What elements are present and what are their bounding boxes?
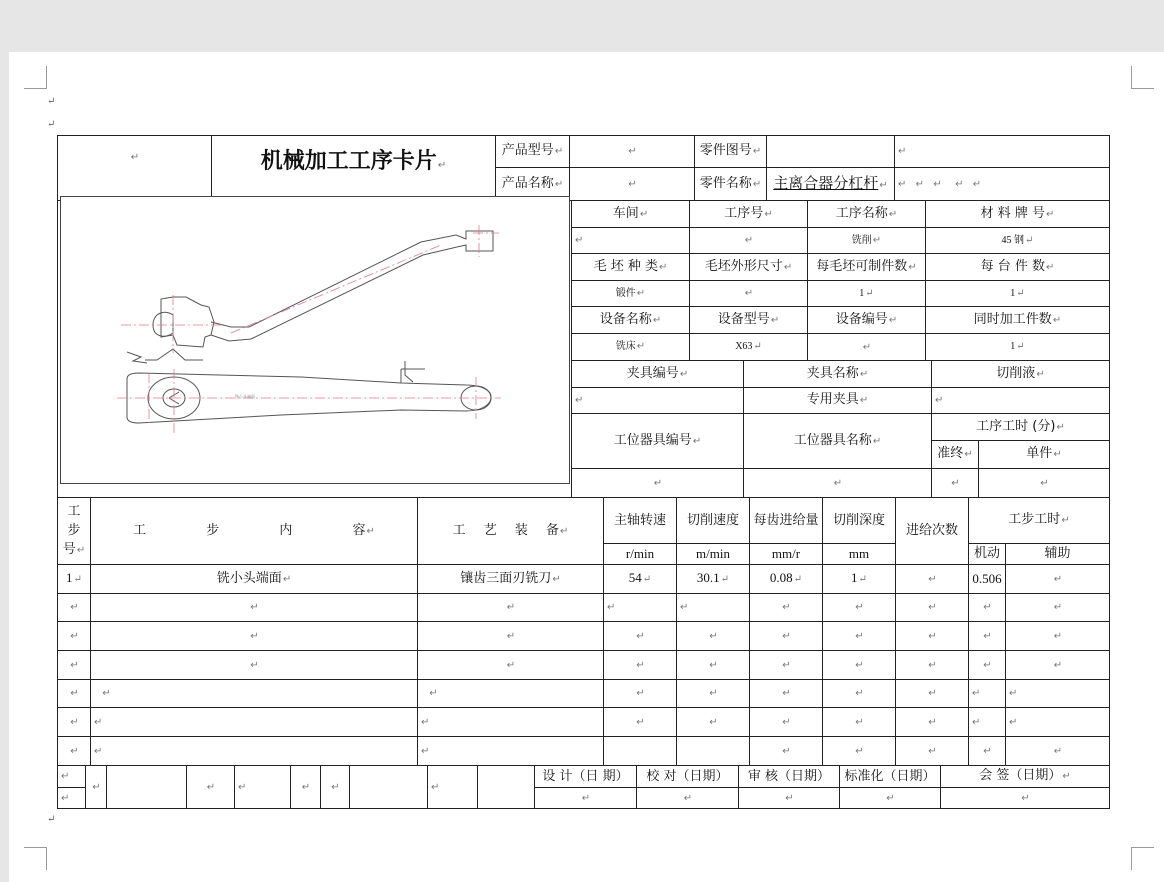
blank-size-label: 毛坯外形尺寸↵ [690, 254, 808, 281]
header-extra-1[interactable]: ↵ [895, 136, 1110, 168]
cut-speed-cell[interactable]: ↵ [677, 622, 750, 651]
margin-corner-bottom-left [24, 847, 47, 870]
feed-cell[interactable]: ↵ [750, 594, 823, 622]
depth-unit: mm [823, 544, 896, 565]
workshop-label: 车间↵ [572, 201, 690, 228]
sign-label: 会 签（日期）↵ [941, 766, 1110, 788]
part-drawing [60, 196, 570, 484]
step-equipment-cell[interactable]: ↵ [418, 651, 604, 680]
aux-time-cell[interactable]: ↵ [1006, 737, 1110, 766]
step-content-cell[interactable]: ↵ [91, 594, 418, 622]
passes-cell[interactable]: ↵ [896, 565, 969, 594]
step-no-cell[interactable]: ↵ [58, 594, 91, 622]
paragraph-mark: ↵ [47, 814, 56, 825]
fixture-no-value[interactable]: ↵ [572, 388, 744, 414]
step-content-header: 工 步 内 容↵ [91, 498, 418, 565]
passes-cell[interactable]: ↵ [896, 622, 969, 651]
passes-cell[interactable]: ↵ [896, 651, 969, 680]
op-name-value[interactable]: 铣削↵ [808, 228, 926, 254]
per-unit-label: 每 台 件 数↵ [926, 254, 1110, 281]
step-content-cell[interactable]: ↵ [91, 622, 418, 651]
header-extra-2[interactable]: ↵ ↵ ↵ ↵ ↵ [895, 168, 1110, 201]
equip-no-label: 设备编号↵ [808, 307, 926, 334]
spindle-speed-unit: r/min [604, 544, 677, 565]
step-no-cell[interactable]: 1↵ [58, 565, 91, 594]
cut-speed-unit: m/min [677, 544, 750, 565]
machine-time-cell[interactable]: 0.506 [969, 565, 1006, 594]
sign-value[interactable]: ↵ [941, 788, 1110, 809]
feed-cell[interactable]: 0.08↵ [750, 565, 823, 594]
spindle-speed-header: 主轴转速 [604, 498, 677, 544]
signoff-cell[interactable]: ↵ [428, 766, 478, 809]
steps-table [57, 497, 1110, 766]
depth-cell[interactable]: 1↵ [823, 565, 896, 594]
aux-time-cell[interactable]: ↵ [1006, 651, 1110, 680]
prep-label: 准终↵ [932, 441, 979, 469]
signoff-cell[interactable]: ↵ [86, 766, 107, 809]
machine-time-cell[interactable]: ↵ [969, 622, 1006, 651]
signoff-cell[interactable]: ↵ [291, 766, 321, 809]
step-content-cell[interactable]: 铣小头端面↵ [91, 565, 418, 594]
equip-name-value[interactable]: 铣床↵ [572, 334, 690, 361]
passes-header: 进给次数 [896, 498, 969, 565]
step-time-header: 工步工时↵ [969, 498, 1110, 544]
workshop-value[interactable]: ↵ [572, 228, 690, 254]
card-title: 机械加工工序卡片 [260, 148, 437, 174]
margin-corner-bottom-right [1131, 847, 1154, 870]
feed-cell[interactable]: ↵ [750, 651, 823, 680]
design-label: 设 计（日 期） [535, 766, 637, 788]
step-equipment-header: 工 艺 装 备↵ [418, 498, 604, 565]
review-label: 审 核（日期） [739, 766, 840, 788]
unit-value[interactable]: ↵ [979, 469, 1110, 498]
blank-type-value[interactable]: 锻件↵ [572, 281, 690, 307]
per-blank-label: 每毛坯可制件数↵ [808, 254, 926, 281]
cut-speed-cell[interactable]: ↵ [677, 708, 750, 737]
table-row [58, 737, 1110, 766]
aux-time-cell[interactable]: ↵ [1006, 594, 1110, 622]
cut-depth-header: 切削深度 [823, 498, 896, 544]
prep-value[interactable]: ↵ [932, 469, 979, 498]
blank-size-value[interactable]: ↵ [690, 281, 808, 307]
card-title-cell: 机械加工工序卡片↵ [212, 136, 496, 201]
product-model-label: 产品型号↵ [496, 136, 570, 168]
header-table [57, 135, 1110, 201]
depth-cell[interactable]: ↵ [823, 651, 896, 680]
machine-time-cell[interactable]: ↵ [969, 680, 1006, 708]
aux-time-cell[interactable]: ↵ [1006, 565, 1110, 594]
feed-cell[interactable]: ↵ [750, 708, 823, 737]
paragraph-mark: ↵ [47, 96, 56, 107]
simul-value[interactable]: 1↵ [926, 334, 1110, 361]
part-drawing-label: 零件图号↵ [695, 136, 767, 168]
depth-cell[interactable]: ↵ [823, 680, 896, 708]
paragraph-mark: ↵ [47, 119, 56, 130]
aux-time-cell[interactable]: ↵ [1006, 708, 1110, 737]
equip-model-value[interactable]: X63↵ [690, 334, 808, 361]
material-label: 材 料 牌 号↵ [926, 201, 1110, 228]
step-equipment-cell[interactable]: ↵ [418, 622, 604, 651]
station-name-label: 工位器具名称↵ [744, 414, 932, 469]
step-content-cell[interactable]: ↵ [91, 737, 418, 766]
check-label: 校 对（日期） [637, 766, 739, 788]
aux-time-cell[interactable]: ↵ [1006, 622, 1110, 651]
fixture-no-label: 夹具编号↵ [572, 361, 744, 388]
cut-speed-cell[interactable]: ↵ [677, 651, 750, 680]
machine-time-cell[interactable]: ↵ [969, 594, 1006, 622]
station-no-label: 工位器具编号↵ [572, 414, 744, 469]
coolant-value[interactable]: ↵ [932, 388, 1110, 414]
lever-drawing-svg [61, 197, 569, 483]
step-no-cell[interactable]: ↵ [58, 622, 91, 651]
simul-label: 同时加工件数↵ [926, 307, 1110, 334]
step-no-header: 工 步 号↵ [58, 498, 91, 565]
station-name-value[interactable]: ↵ [744, 469, 932, 498]
standard-label: 标准化（日期） [840, 766, 941, 788]
check-value[interactable]: ↵ [637, 788, 739, 809]
table-row [58, 622, 1110, 651]
logo-cell: ↵ [58, 136, 212, 201]
margin-corner-top-right [1131, 66, 1154, 89]
product-name-label: 产品名称↵ [496, 168, 570, 201]
machine-time-header: 机动 [969, 544, 1006, 565]
step-content-cell[interactable]: ↵ [91, 651, 418, 680]
depth-cell[interactable]: ↵ [823, 622, 896, 651]
step-no-cell[interactable]: ↵ [58, 651, 91, 680]
blank-type-label: 毛 坯 种 类↵ [572, 254, 690, 281]
design-value[interactable]: ↵ [535, 788, 637, 809]
feed-per-tooth-header: 每齿进给量 [750, 498, 823, 544]
fixture-name-value[interactable]: 专用夹具↵ [744, 388, 932, 414]
product-name-value[interactable]: ↵ [570, 168, 695, 201]
cut-speed-cell[interactable] [677, 737, 750, 766]
spindle-speed-cell[interactable]: 54↵ [604, 565, 677, 594]
part-name-value[interactable]: 主离合器分杠杆↵ [767, 168, 895, 201]
depth-cell[interactable]: ↵ [823, 594, 896, 622]
spindle-speed-cell[interactable]: ↵ [604, 594, 677, 622]
unit-label: 单件↵ [979, 441, 1110, 469]
signoff-cell[interactable]: ↵ [321, 766, 350, 809]
material-value[interactable]: 45 钢↵ [926, 228, 1110, 254]
spindle-speed-cell[interactable]: ↵ [604, 651, 677, 680]
table-row [58, 594, 1110, 622]
step-equipment-cell[interactable]: ↵ [418, 680, 604, 708]
step-no-cell[interactable]: ↵ [58, 708, 91, 737]
equip-name-label: 设备名称↵ [572, 307, 690, 334]
standard-value[interactable]: ↵ [840, 788, 941, 809]
signoff-cell[interactable] [107, 766, 187, 809]
table-row [58, 565, 1110, 594]
spindle-speed-cell[interactable] [604, 737, 677, 766]
margin-corner-top-left [24, 66, 47, 89]
step-content-cell[interactable]: ↵ [91, 680, 418, 708]
op-time-label: 工序工时 (分)↵ [932, 414, 1110, 441]
signoff-cell[interactable]: ↵ [187, 766, 235, 809]
feed-cell[interactable]: ↵ [750, 680, 823, 708]
table-row [58, 651, 1110, 680]
depth-cell[interactable]: ↵ [823, 737, 896, 766]
feed-cell[interactable]: ↵ [750, 737, 823, 766]
signoff-cell[interactable]: ↵ [58, 766, 86, 788]
step-no-cell[interactable]: ↵ [58, 737, 91, 766]
fixture-name-label: 夹具名称↵ [744, 361, 932, 388]
table-row [58, 708, 1110, 737]
per-blank-value[interactable]: 1↵ [808, 281, 926, 307]
machine-time-cell[interactable]: ↵ [969, 737, 1006, 766]
step-equipment-cell[interactable]: ↵ [418, 737, 604, 766]
cut-speed-cell[interactable]: 30.1↵ [677, 565, 750, 594]
station-no-value[interactable]: ↵ [572, 469, 744, 498]
spindle-speed-cell[interactable]: ↵ [604, 708, 677, 737]
step-equipment-cell[interactable]: ↵ [418, 708, 604, 737]
depth-cell[interactable]: ↵ [823, 708, 896, 737]
step-equipment-cell[interactable]: ↵ [418, 594, 604, 622]
signoff-cell[interactable] [350, 766, 428, 809]
aux-time-cell[interactable]: ↵ [1006, 680, 1110, 708]
spindle-speed-cell[interactable]: ↵ [604, 680, 677, 708]
machine-time-cell[interactable]: ↵ [969, 651, 1006, 680]
op-name-label: 工序名称↵ [808, 201, 926, 228]
op-no-value[interactable]: ↵ [690, 228, 808, 254]
passes-cell[interactable]: ↵ [896, 680, 969, 708]
step-no-cell[interactable]: ↵ [58, 680, 91, 708]
equip-model-label: 设备型号↵ [690, 307, 808, 334]
review-value[interactable]: ↵ [739, 788, 840, 809]
signoff-cell[interactable]: ↵ [235, 766, 291, 809]
passes-cell[interactable]: ↵ [896, 737, 969, 766]
feed-unit: mm/r [750, 544, 823, 565]
part-name-label: 零件名称↵ [695, 168, 767, 201]
machine-time-cell[interactable]: ↵ [969, 708, 1006, 737]
table-row [58, 680, 1110, 708]
cut-speed-header: 切削速度 [677, 498, 750, 544]
feed-cell[interactable]: ↵ [750, 622, 823, 651]
fixture-table [571, 360, 1110, 498]
signoff-cell[interactable]: ↵ [58, 788, 86, 809]
passes-cell[interactable]: ↵ [896, 708, 969, 737]
spindle-speed-cell[interactable]: ↵ [604, 622, 677, 651]
step-equipment-cell[interactable]: 镶齿三面刃铣刀↵ [418, 565, 604, 594]
cut-speed-cell[interactable]: ↵ [677, 680, 750, 708]
drawing-note: 铣小头端面 [235, 394, 255, 399]
op-no-label: 工序号↵ [690, 201, 808, 228]
passes-cell[interactable]: ↵ [896, 594, 969, 622]
step-content-cell[interactable]: ↵ [91, 708, 418, 737]
part-drawing-value[interactable] [767, 136, 895, 168]
aux-time-header: 辅助 [1006, 544, 1110, 565]
table-left-border [57, 200, 58, 497]
product-model-value[interactable]: ↵ [570, 136, 695, 168]
signoff-cell[interactable] [478, 766, 535, 809]
per-unit-value[interactable]: 1↵ [926, 281, 1110, 307]
coolant-label: 切削液↵ [932, 361, 1110, 388]
info-table [571, 200, 1110, 361]
equip-no-value[interactable]: ↵ [808, 334, 926, 361]
footer-table [57, 765, 1110, 809]
cut-speed-cell[interactable]: ↵ [677, 594, 750, 622]
